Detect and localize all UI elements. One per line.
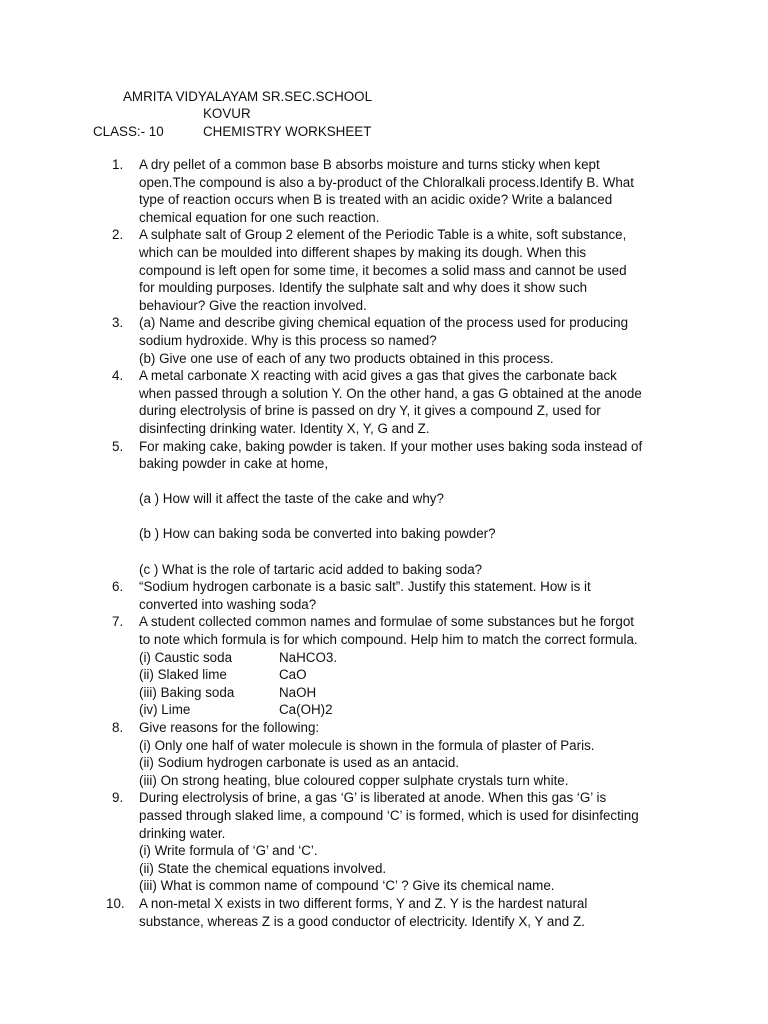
question-text-line: For making cake, baking powder is taken. If your mother uses baking soda instead of xyxy=(139,438,643,454)
match-term: (iv) Lime xyxy=(139,702,191,718)
match-row xyxy=(139,649,702,667)
question-text-line: (ii) Sodium hydrogen carbonate is used as an antacid. xyxy=(139,755,460,771)
match-term: (ii) Slaked lime xyxy=(139,667,227,683)
question-text-line: drinking water. xyxy=(139,825,226,841)
question-text-line: passed through slaked lime, a compound ‘C’ is formed, which is used for disinfecting xyxy=(139,807,639,823)
match-term: (i) Caustic soda xyxy=(139,649,233,665)
question-number: 4. xyxy=(112,368,124,384)
question-item xyxy=(112,314,702,367)
blank-line xyxy=(139,508,702,526)
question-item xyxy=(112,789,702,895)
match-row xyxy=(139,701,702,719)
question-text-line: to note which formula is for which compound. Help him to match the correct formula. xyxy=(139,632,638,648)
question-text-line: A dry pellet of a common base B absorbs moisture and turns sticky when kept xyxy=(139,157,600,172)
question-text-line: for moulding purposes. Identify the sulphate salt and why does it show such xyxy=(139,280,588,296)
question-number: 8. xyxy=(112,720,124,735)
match-formula: NaOH xyxy=(279,684,317,700)
question-text-line: Give reasons for the following: xyxy=(139,720,320,735)
question-text-line: (b) Give one use of each of any two products obtained in this process. xyxy=(139,350,554,366)
match-term: (iii) Baking soda xyxy=(139,684,235,700)
question-text-line: during electrolysis of brine is passed on dry Y, it gives a compound Z, used for xyxy=(139,403,601,419)
question-text-line: which can be moulded into different shapes by making its dough. When this xyxy=(139,244,587,260)
question-text-line: During electrolysis of brine, a gas ‘G’ is liberated at anode. When this gas ‘G’ is xyxy=(139,790,607,806)
school-location: KOVUR xyxy=(203,106,251,121)
question-text-line: baking powder in cake at home, xyxy=(139,456,329,472)
school-name: AMRITA VIDYALAYAM SR.SEC.SCHOOL xyxy=(123,89,373,104)
question-number: 3. xyxy=(112,315,124,331)
worksheet-title: CHEMISTRY WORKSHEET xyxy=(203,124,372,139)
question-text-line: “Sodium hydrogen carbonate is a basic salt”. Justify this statement. How is it xyxy=(139,579,591,595)
question-text-line: converted into washing soda? xyxy=(139,596,317,612)
question-item xyxy=(112,226,702,314)
question-text-line: (i) Write formula of ‘G’ and ‘C’. xyxy=(139,843,318,859)
blank-line xyxy=(139,543,702,561)
question-text-line: behaviour? Give the reaction involved. xyxy=(139,297,367,313)
question-text-line: (a ) How will it affect the taste of the cake and why? xyxy=(139,491,444,507)
question-number: 6. xyxy=(112,579,124,595)
match-row xyxy=(139,666,702,684)
question-text-line: (b ) How can baking soda be converted into baking powder? xyxy=(139,526,496,542)
blank-line xyxy=(139,473,702,491)
question-item xyxy=(112,156,702,226)
question-text-line: A non-metal X exists in two different forms, Y and Z. Y is the hardest natural xyxy=(139,895,588,911)
match-formula: NaHCO3. xyxy=(279,649,338,665)
question-item xyxy=(106,895,702,930)
question-text-line: (ii) State the chemical equations involved. xyxy=(139,860,387,876)
question-text-line: A sulphate salt of Group 2 element of the Periodic Table is a white, soft substance, xyxy=(139,227,627,243)
class-label: CLASS:- 10 xyxy=(93,124,164,139)
question-number: 7. xyxy=(112,614,124,630)
question-text-line: A metal carbonate X reacting with acid gives a gas that gives the carbonate back xyxy=(139,368,617,384)
question-text-line: open.The compound is also a by-product of the Chloralkali process.Identify B. What xyxy=(139,174,634,190)
question-text-line: type of reaction occurs when B is treated with an acidic oxide? Write a balanced xyxy=(139,192,613,208)
question-text-line: (iii) What is common name of compound ‘C’ ? Give its chemical name. xyxy=(139,878,555,894)
question-number: 9. xyxy=(112,790,124,806)
question-item xyxy=(112,613,702,719)
question-text-line: when passed through a solution Y. On the other hand, a gas G obtained at the anode xyxy=(139,385,642,401)
question-number: 5. xyxy=(112,438,124,454)
question-number: 10. xyxy=(106,895,125,911)
question-item xyxy=(112,719,702,789)
question-text-line: (i) Only one half of water molecule is shown in the formula of plaster of Paris. xyxy=(139,737,595,753)
question-item xyxy=(112,367,702,437)
question-text-line: (c ) What is the role of tartaric acid added to baking soda? xyxy=(139,561,483,577)
question-number: 1. xyxy=(112,157,124,172)
question-text-line: compound is left open for some time, it becomes a solid mass and cannot be used xyxy=(139,262,627,278)
match-row xyxy=(139,684,702,702)
match-formula: CaO xyxy=(279,667,307,683)
question-item xyxy=(112,578,702,613)
question-text-line: sodium hydroxide. Why is this process so named? xyxy=(139,332,437,348)
match-formula: Ca(OH)2 xyxy=(279,702,333,718)
question-text-line: substance, whereas Z is a good conductor of electricity. Identify X, Y and Z. xyxy=(139,913,585,929)
question-text-line: (iii) On strong heating, blue coloured copper sulphate crystals turn white. xyxy=(139,772,569,788)
question-text-line: (a) Name and describe giving chemical equation of the process used for producing xyxy=(139,315,629,331)
question-item xyxy=(112,438,702,579)
question-number: 2. xyxy=(112,227,124,243)
question-list xyxy=(106,156,702,930)
question-text-line: chemical equation for one such reaction. xyxy=(139,209,380,225)
question-text-line: disinfecting drinking water. Identity X, Y, G and Z. xyxy=(139,420,430,436)
question-text-line: A student collected common names and formulae of some substances but he forgot xyxy=(139,614,634,630)
